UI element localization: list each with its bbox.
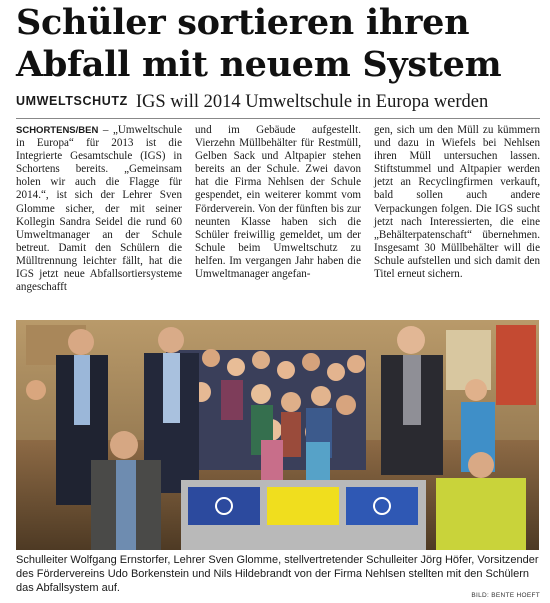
photo-caption: Schulleiter Wolfgang Ernstorfer, Lehrer Sven Glomme, stellvertretender Schulleiter Jörg Höfer, Vorsitzender des Fördervereins Udo Borkenstein und Nils Hildebrandt von der Firma Nehlsen stellten mit den Schülern das Abfallsystem auf. xyxy=(16,554,539,595)
article-column-1 xyxy=(16,124,182,294)
column-1-text: – „Umweltschule in Europa“ für 2013 ist die Integrierte Gesamtschule (IGS) in Schortens bereits. „Gemeinsam holen wir auch die Flagge für 2014.“, ist sich der Lehrer Sven Glomme sicher, der mit seiner Kollegin Sandra Seidel die rund 60 Umweltmanager an der Schule betreut. Damit den Schülern die Mülltrennung leichter fällt, hat die IGS jetzt neue Abfallsortiersysteme angeschafft xyxy=(16,124,182,294)
subheadline xyxy=(16,92,541,112)
dateline: SCHORTENS/BEN xyxy=(16,125,99,136)
separator-rule xyxy=(16,118,540,119)
kicker: UMWELTSCHUTZ xyxy=(16,94,128,108)
photo-credit: BILD: BENTE HOEFT xyxy=(471,592,540,599)
headline-line-2: Abfall mit neuem System xyxy=(16,44,502,85)
article-photo xyxy=(16,320,539,550)
headline-line-1: Schüler sortieren ihren xyxy=(16,2,470,43)
headline xyxy=(16,2,536,86)
subhead: IGS will 2014 Umweltschule in Europa werden xyxy=(135,92,489,112)
article-column-3: gen, sich um den Müll zu kümmern und dazu in Wiefels bei Nehlsen ihren Müll untersuchen lassen. Stiftstummel und Altpapier werden jetzt an Recyclingfirmen verkauft, bald sollen auch andere Verpackungen folgen. Die IGS sucht jetzt nach Interessierten, die eine „Behälterpatenschaft“ übernehmen. Insgesamt 30 Müllbehälter will die Schule aufstellen und sich damit den Titel erneut sichern. xyxy=(374,124,540,281)
article-column-2: und im Gebäude aufgestellt. Vierzehn Müllbehälter für Restmüll, Gelben Sack und Altpapier stehen bereits an der Schule. Zwei davon hat die Firma Nehlsen der Schule gespendet, ein weiterer kommt vom Förderverein. Von der fünften bis zur neunten Klasse haben sich die Schüler freiwillig gemeldet, um der Schule beim Umweltschutz zu helfen. Im vergangen Jahr haben die Umweltmanager angefan- xyxy=(195,124,361,281)
photo-illustration xyxy=(16,320,539,550)
